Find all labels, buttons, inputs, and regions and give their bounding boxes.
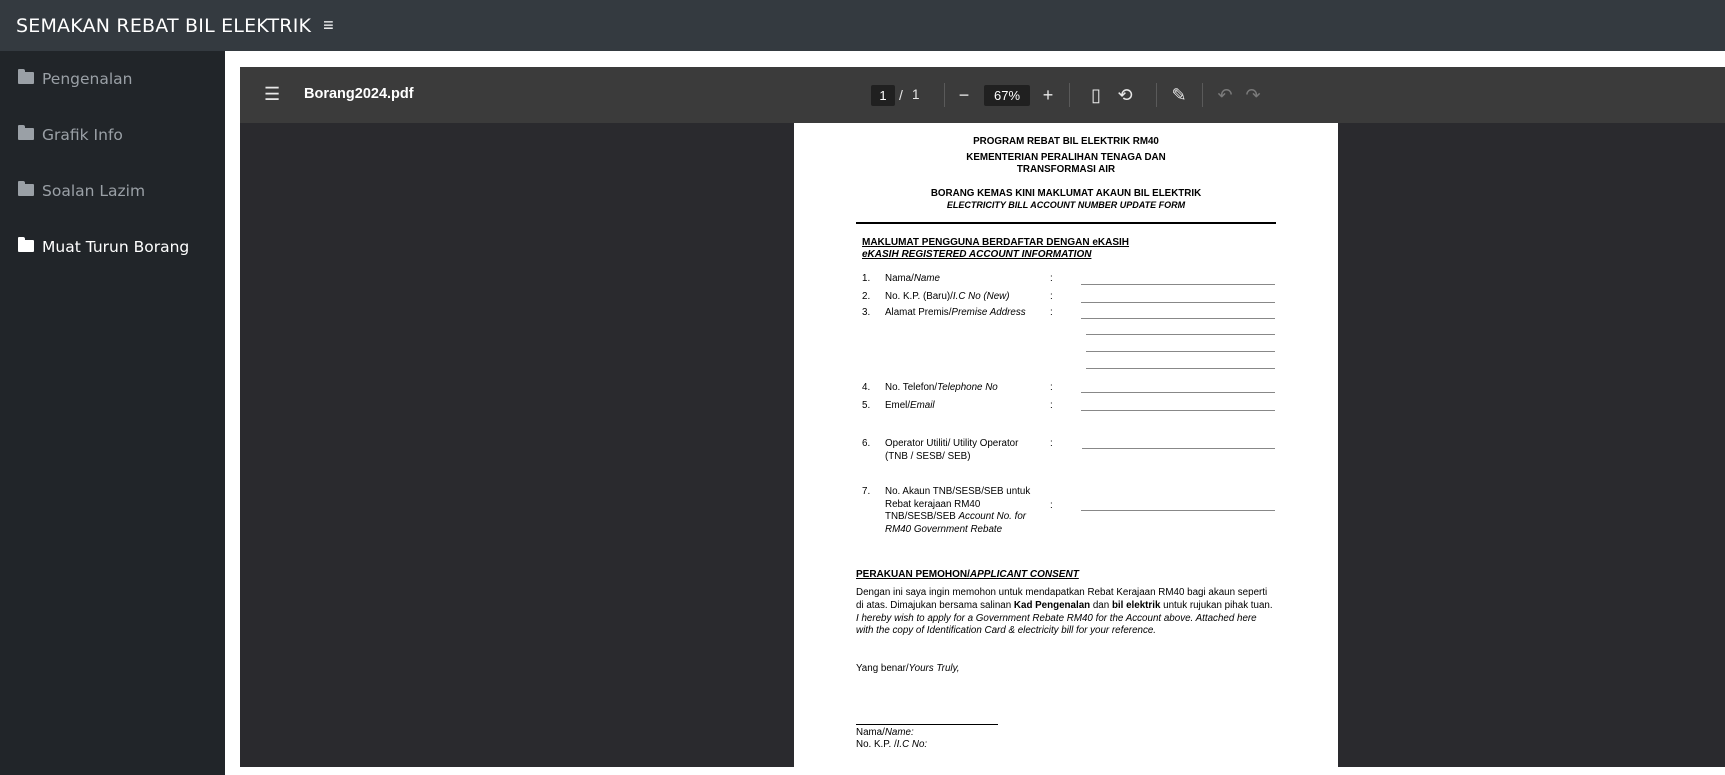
form-subtitle: ELECTRICITY BILL ACCOUNT NUMBER UPDATE FORM — [946, 200, 1186, 210]
pdf-viewer[interactable] — [240, 67, 1725, 767]
fit-page-icon[interactable]: ▯ — [1091, 85, 1101, 105]
field-line — [1086, 351, 1275, 352]
folder-icon — [18, 184, 34, 196]
divider-rule — [856, 222, 1276, 224]
page-number-input[interactable]: 1 — [871, 85, 895, 106]
field-line — [1081, 510, 1275, 511]
sidebar-item-muat-turun-borang[interactable] — [0, 219, 225, 275]
folder-icon — [18, 72, 34, 84]
field-number: 1. — [862, 273, 871, 284]
signature-name-label: Nama/Name: — [856, 727, 914, 738]
sidebar — [0, 51, 225, 775]
field-number: 4. — [862, 382, 871, 393]
field-number: 3. — [862, 307, 871, 318]
menu-icon[interactable]: ☰ — [264, 84, 281, 104]
field-colon: : — [1050, 273, 1053, 284]
field-line — [1081, 410, 1275, 411]
toolbar-divider — [944, 83, 945, 107]
redo-icon[interactable]: ↷ — [1245, 85, 1261, 105]
signature-ic-label: No. K.P. /I.C No: — [856, 739, 928, 750]
toolbar-divider — [1156, 83, 1157, 107]
section-subheading: eKASIH REGISTERED ACCOUNT INFORMATION — [862, 249, 1092, 260]
sidebar-item-label: Soalan Lazim — [42, 182, 146, 200]
field-line — [1082, 448, 1275, 449]
field-label-phone: No. Telefon/Telephone No — [885, 382, 998, 393]
sidebar-item-pengenalan[interactable] — [0, 51, 225, 107]
folder-icon — [18, 128, 34, 140]
field-line — [1086, 368, 1275, 369]
closing-text: Yang benar/Yours Truly, — [856, 663, 960, 674]
doc-title-1: PROGRAM REBAT BIL ELEKTRIK RM40 — [973, 136, 1159, 147]
field-colon: : — [1050, 291, 1053, 302]
pdf-filename: Borang2024.pdf — [304, 86, 414, 102]
field-number: 5. — [862, 400, 871, 411]
toolbar-divider — [1202, 83, 1203, 107]
sidebar-item-label: Muat Turun Borang — [42, 238, 190, 256]
field-line — [1081, 302, 1275, 303]
toolbar-divider — [1069, 83, 1070, 107]
consent-heading: PERAKUAN PEMOHON/APPLICANT CONSENT — [856, 569, 1079, 580]
field-colon: : — [1050, 500, 1053, 511]
field-label-operator: Operator Utiliti/ Utility Operator (TNB / SESB/ SEB) — [885, 438, 1019, 462]
field-number: 6. — [862, 438, 871, 449]
sidebar-item-grafik-info[interactable] — [0, 107, 225, 163]
field-line — [1081, 284, 1275, 285]
top-navbar — [0, 0, 1725, 51]
draw-icon[interactable]: ✎ — [1171, 85, 1187, 105]
field-number: 7. — [862, 486, 871, 497]
hamburger-icon[interactable]: ≡ — [323, 15, 334, 35]
pdf-toolbar — [240, 67, 1725, 123]
field-line — [1086, 334, 1275, 335]
field-colon: : — [1050, 400, 1053, 411]
field-number: 2. — [862, 291, 871, 302]
field-colon: : — [1050, 438, 1053, 449]
signature-line — [856, 724, 998, 725]
doc-title-2: KEMENTERIAN PERALIHAN TENAGA DAN — [966, 152, 1166, 163]
sidebar-item-soalan-lazim[interactable] — [0, 163, 225, 219]
field-label-name: Nama/Name — [885, 273, 940, 284]
field-label-email: Emel/Email — [885, 400, 935, 411]
sidebar-item-label: Grafik Info — [42, 126, 123, 144]
folder-icon — [18, 240, 34, 252]
page-separator: / — [899, 87, 903, 103]
sidebar-item-label: Pengenalan — [42, 70, 133, 88]
app-title: SEMAKAN REBAT BIL ELEKTRIK — [16, 14, 312, 37]
zoom-out-button[interactable]: − — [958, 85, 970, 105]
zoom-level-input[interactable]: 67% — [984, 85, 1030, 106]
section-heading: MAKLUMAT PENGGUNA BERDAFTAR DENGAN eKASIH — [862, 237, 1130, 248]
total-pages: 1 — [912, 87, 920, 102]
undo-icon[interactable]: ↶ — [1217, 85, 1233, 105]
field-line — [1081, 392, 1275, 393]
consent-paragraph: Dengan ini saya ingin memohon untuk mendapatkan Rebat Kerajaan RM40 bagi akaun seperti di atas. Dimajukan bersama salinan Kad Pengenalan dan bil elektrik untuk rujukan pihak tuan. I hereby wish to apply for a Government Rebate RM40 for the Account above. Attached here with the copy of Identification Card & electricity bill for your reference. — [856, 587, 1273, 637]
rotate-icon[interactable]: ⟲ — [1117, 85, 1133, 105]
field-line — [1081, 318, 1275, 319]
field-label-account: No. Akaun TNB/SESB/SEB untuk Rebat kerajaan RM40 TNB/SESB/SEB Account No. for RM40 Government Rebate — [885, 486, 1031, 535]
zoom-in-button[interactable]: + — [1042, 85, 1054, 105]
doc-title-3: TRANSFORMASI AIR — [1016, 164, 1116, 175]
field-label-address: Alamat Premis/Premise Address — [885, 307, 1026, 318]
form-title: BORANG KEMAS KINI MAKLUMAT AKAUN BIL ELEKTRIK — [930, 188, 1202, 199]
field-colon: : — [1050, 307, 1053, 318]
field-colon: : — [1050, 382, 1053, 393]
pdf-page — [794, 123, 1338, 767]
field-label-ic: No. K.P. (Baru)/I.C No (New) — [885, 291, 1010, 302]
